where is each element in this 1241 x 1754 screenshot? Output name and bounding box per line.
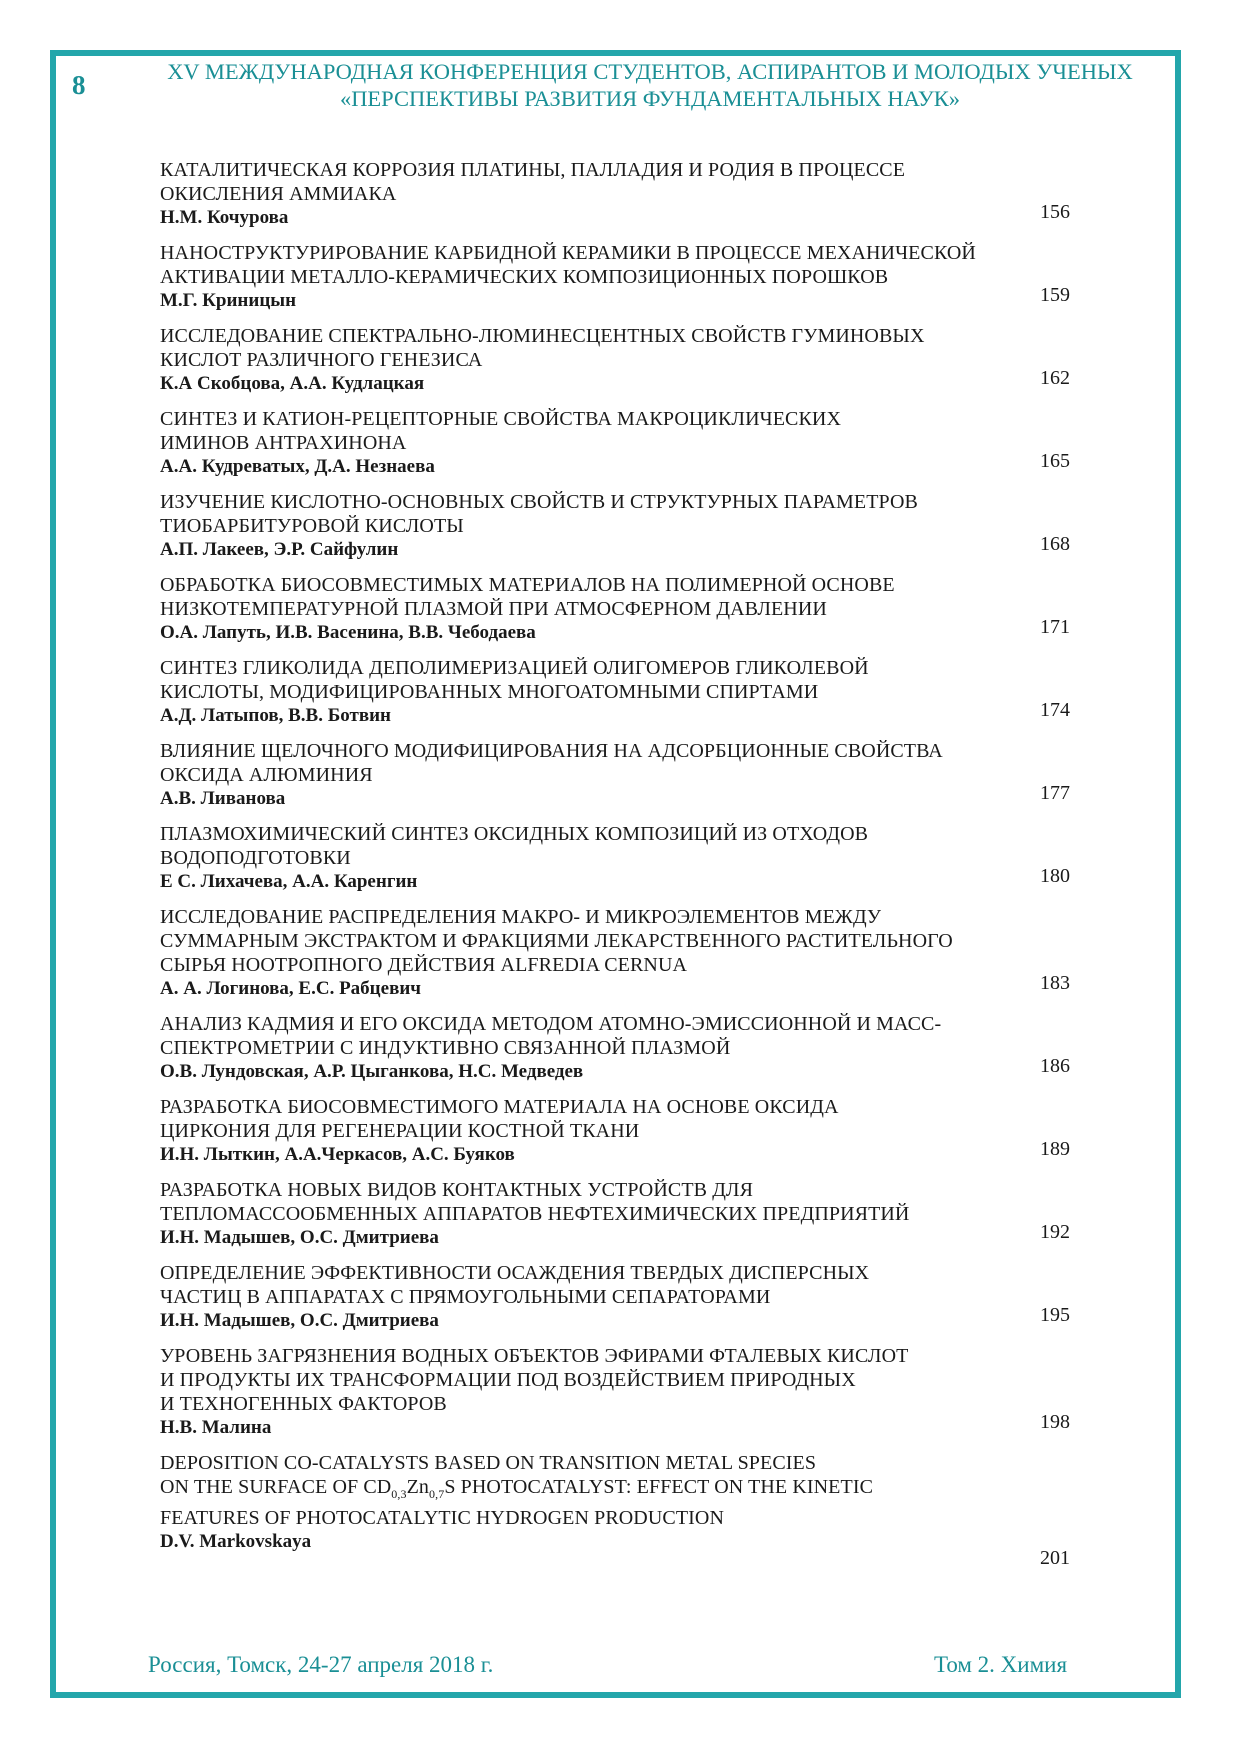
entry-title-line: ТИОБАРБИТУРОВОЙ КИСЛОТЫ xyxy=(160,515,464,537)
entry-title-line: ИССЛЕДОВАНИЕ СПЕКТРАЛЬНО-ЛЮМИНЕСЦЕНТНЫХ СВОЙСТВ ГУМИНОВЫХ xyxy=(160,325,925,347)
entry-title-line: И ПРОДУКТЫ ИХ ТРАНСФОРМАЦИИ ПОД ВОЗДЕЙСТВИЕМ ПРИРОДНЫХ xyxy=(160,1369,856,1391)
toc-entry xyxy=(160,1012,1080,1084)
entry-title-line: ИМИНОВ АНТРАХИНОНА xyxy=(160,432,407,454)
entry-title-line: ТЕПЛОМАССООБМЕННЫХ АППАРАТОВ НЕФТЕХИМИЧЕСКИХ ПРЕДПРИЯТИЙ xyxy=(160,1203,910,1225)
table-of-contents xyxy=(160,158,1080,1569)
entry-title-line: КАТАЛИТИЧЕСКАЯ КОРРОЗИЯ ПЛАТИНЫ, ПАЛЛАДИЯ И РОДИЯ В ПРОЦЕССЕ xyxy=(160,159,906,181)
entry-title-line: СЫРЬЯ НООТРОПНОГО ДЕЙСТВИЯ ALFREDIA CERNUA xyxy=(160,954,688,976)
entry-authors: D.V. Markovskaya xyxy=(160,1531,312,1552)
entry-title-line: ВЛИЯНИЕ ЩЕЛОЧНОГО МОДИФИЦИРОВАНИЯ НА АДСОРБЦИОННЫЕ СВОЙСТВА xyxy=(160,740,943,762)
entry-authors: А.Д. Латыпов, В.В. Ботвин xyxy=(160,705,392,726)
toc-entry xyxy=(160,1451,1080,1569)
entry-page-number: 162 xyxy=(1040,367,1070,389)
entry-authors: М.Г. Криницын xyxy=(160,290,297,311)
entry-page-number: 201 xyxy=(1040,1547,1070,1569)
entry-page-number: 177 xyxy=(1040,782,1070,804)
entry-page-number: 168 xyxy=(1040,533,1070,555)
toc-entry xyxy=(160,158,1080,230)
footer-volume: Том 2. Химия xyxy=(934,1652,1068,1677)
footer-location-date: Россия, Томск, 24-27 апреля 2018 г. xyxy=(148,1652,494,1677)
entry-authors: А.П. Лакеев, Э.Р. Сайфулин xyxy=(160,539,399,560)
entry-title-line: ВОДОПОДГОТОВКИ xyxy=(160,847,351,869)
toc-entry xyxy=(160,822,1080,894)
toc-entry xyxy=(160,1178,1080,1250)
entry-title-line: СИНТЕЗ И КАТИОН-РЕЦЕПТОРНЫЕ СВОЙСТВА МАКРОЦИКЛИЧЕСКИХ xyxy=(160,408,842,430)
entry-page-number: 195 xyxy=(1040,1304,1070,1326)
toc-entry xyxy=(160,490,1080,562)
entry-title-line: ИССЛЕДОВАНИЕ РАСПРЕДЕЛЕНИЯ МАКРО- И МИКРОЭЛЕМЕНТОВ МЕЖДУ xyxy=(160,906,882,928)
entry-title-line: DEPOSITION CO-CATALYSTS BASED ON TRANSITION METAL SPECIES xyxy=(160,1452,817,1474)
subscript: 0,7 xyxy=(429,1487,445,1501)
title-text: Zn xyxy=(406,1476,430,1498)
entry-page-number: 180 xyxy=(1040,865,1070,887)
subscript: 0,3 xyxy=(391,1487,407,1501)
header-line-2: «ПЕРСПЕКТИВЫ РАЗВИТИЯ ФУНДАМЕНТАЛЬНЫХ НАУК» xyxy=(339,86,961,111)
entry-authors: А.А. Кудреватых, Д.А. Незнаева xyxy=(160,456,435,477)
entry-page-number: 156 xyxy=(1040,201,1070,223)
entry-title-line xyxy=(160,1475,1080,1506)
entry-title-line: АКТИВАЦИИ МЕТАЛЛО-КЕРАМИЧЕСКИХ КОМПОЗИЦИОННЫХ ПОРОШКОВ xyxy=(160,266,889,288)
entry-title-line: АНАЛИЗ КАДМИЯ И ЕГО ОКСИДА МЕТОДОМ АТОМНО-ЭМИССИОННОЙ И МАСС- xyxy=(160,1013,942,1035)
entry-authors: Е С. Лихачева, А.А. Каренгин xyxy=(160,871,418,892)
entry-page-number: 174 xyxy=(1040,699,1070,721)
entry-authors: О.А. Лапуть, И.В. Васенина, В.В. Чебодаева xyxy=(160,622,536,643)
entry-page-number: 189 xyxy=(1040,1138,1070,1160)
toc-entry xyxy=(160,407,1080,479)
entry-title-line: И ТЕХНОГЕННЫХ ФАКТОРОВ xyxy=(160,1393,447,1415)
entry-authors: Н.М. Кочурова xyxy=(160,207,289,228)
entry-authors: А. А. Логинова, Е.С. Рабцевич xyxy=(160,978,421,999)
toc-entry xyxy=(160,241,1080,313)
conference-header xyxy=(140,58,1160,112)
entry-title-line: НИЗКОТЕМПЕРАТУРНОЙ ПЛАЗМОЙ ПРИ АТМОСФЕРНОМ ДАВЛЕНИИ xyxy=(160,598,827,620)
entry-title-line: НАНОСТРУКТУРИРОВАНИЕ КАРБИДНОЙ КЕРАМИКИ В ПРОЦЕССЕ МЕХАНИЧЕСКОЙ xyxy=(160,242,976,264)
title-text: S PHOTOCATALYST: EFFECT ON THE KINETIC xyxy=(444,1476,874,1498)
title-text: ON THE SURFACE OF CD xyxy=(160,1476,392,1498)
entry-authors: И.Н. Мадышев, О.С. Дмитриева xyxy=(160,1227,439,1248)
entry-title-line: ОКИСЛЕНИЯ АММИАКА xyxy=(160,183,397,205)
toc-entry xyxy=(160,905,1080,1001)
entry-title-line: РАЗРАБОТКА БИОСОВМЕСТИМОГО МАТЕРИАЛА НА ОСНОВЕ ОКСИДА xyxy=(160,1096,839,1118)
entry-title-line: FEATURES OF PHOTOCATALYTIC HYDROGEN PRODUCTION xyxy=(160,1507,724,1529)
entry-authors: Н.В. Малина xyxy=(160,1417,272,1438)
entry-page-number: 183 xyxy=(1040,972,1070,994)
header-line-1: XV МЕЖДУНАРОДНАЯ КОНФЕРЕНЦИЯ СТУДЕНТОВ, АСПИРАНТОВ И МОЛОДЫХ УЧЕНЫХ xyxy=(167,59,1133,84)
toc-entry xyxy=(160,1261,1080,1333)
entry-title-line: СПЕКТРОМЕТРИИ С ИНДУКТИВНО СВЯЗАННОЙ ПЛАЗМОЙ xyxy=(160,1037,731,1059)
entry-authors: И.Н. Лыткин, А.А.Черкасов, А.С. Буяков xyxy=(160,1144,515,1165)
entry-page-number: 165 xyxy=(1040,450,1070,472)
entry-title-line: ЦИРКОНИЯ ДЛЯ РЕГЕНЕРАЦИИ КОСТНОЙ ТКАНИ xyxy=(160,1120,640,1142)
entry-page-number: 198 xyxy=(1040,1411,1070,1433)
toc-entries xyxy=(160,158,1080,1440)
entry-title-line: УРОВЕНЬ ЗАГРЯЗНЕНИЯ ВОДНЫХ ОБЪЕКТОВ ЭФИРАМИ ФТАЛЕВЫХ КИСЛОТ xyxy=(160,1345,909,1367)
entry-authors: А.В. Ливанова xyxy=(160,788,286,809)
toc-entry xyxy=(160,1344,1080,1440)
entry-title-line: ЧАСТИЦ В АППАРАТАХ С ПРЯМОУГОЛЬНЫМИ СЕПАРАТОРАМИ xyxy=(160,1286,771,1308)
entry-title-line: ИЗУЧЕНИЕ КИСЛОТНО-ОСНОВНЫХ СВОЙСТВ И СТРУКТУРНЫХ ПАРАМЕТРОВ xyxy=(160,491,918,513)
entry-title-line: КИСЛОТЫ, МОДИФИЦИРОВАННЫХ МНОГОАТОМНЫМИ СПИРТАМИ xyxy=(160,681,819,703)
entry-authors: И.Н. Мадышев, О.С. Дмитриева xyxy=(160,1310,439,1331)
entry-title-line: РАЗРАБОТКА НОВЫХ ВИДОВ КОНТАКТНЫХ УСТРОЙСТВ ДЛЯ xyxy=(160,1179,754,1201)
entry-title-line: КИСЛОТ РАЗЛИЧНОГО ГЕНЕЗИСА xyxy=(160,349,483,371)
toc-entry xyxy=(160,1095,1080,1167)
entry-page-number: 192 xyxy=(1040,1221,1070,1243)
entry-authors: О.В. Лундовская, А.Р. Цыганкова, Н.С. Медведев xyxy=(160,1061,584,1082)
page-number: 8 xyxy=(72,70,86,100)
entry-title-line: СИНТЕЗ ГЛИКОЛИДА ДЕПОЛИМЕРИЗАЦИЕЙ ОЛИГОМЕРОВ ГЛИКОЛЕВОЙ xyxy=(160,657,869,679)
entry-title-line: СУММАРНЫМ ЭКСТРАКТОМ И ФРАКЦИЯМИ ЛЕКАРСТВЕННОГО РАСТИТЕЛЬНОГО xyxy=(160,930,953,952)
entry-page-number: 186 xyxy=(1040,1055,1070,1077)
entry-page-number: 159 xyxy=(1040,284,1070,306)
entry-page-number: 171 xyxy=(1040,616,1070,638)
toc-entry xyxy=(160,324,1080,396)
toc-entry xyxy=(160,739,1080,811)
entry-title-line: ОБРАБОТКА БИОСОВМЕСТИМЫХ МАТЕРИАЛОВ НА ПОЛИМЕРНОЙ ОСНОВЕ xyxy=(160,574,895,596)
toc-entry xyxy=(160,573,1080,645)
entry-title-line: ПЛАЗМОХИМИЧЕСКИЙ СИНТЕЗ ОКСИДНЫХ КОМПОЗИЦИЙ ИЗ ОТХОДОВ xyxy=(160,823,869,845)
toc-entry xyxy=(160,656,1080,728)
entry-authors: К.А Скобцова, А.А. Кудлацкая xyxy=(160,373,425,394)
entry-title-line: ОКСИДА АЛЮМИНИЯ xyxy=(160,764,373,786)
entry-title-line: ОПРЕДЕЛЕНИЕ ЭФФЕКТИВНОСТИ ОСАЖДЕНИЯ ТВЕРДЫХ ДИСПЕРСНЫХ xyxy=(160,1262,870,1284)
